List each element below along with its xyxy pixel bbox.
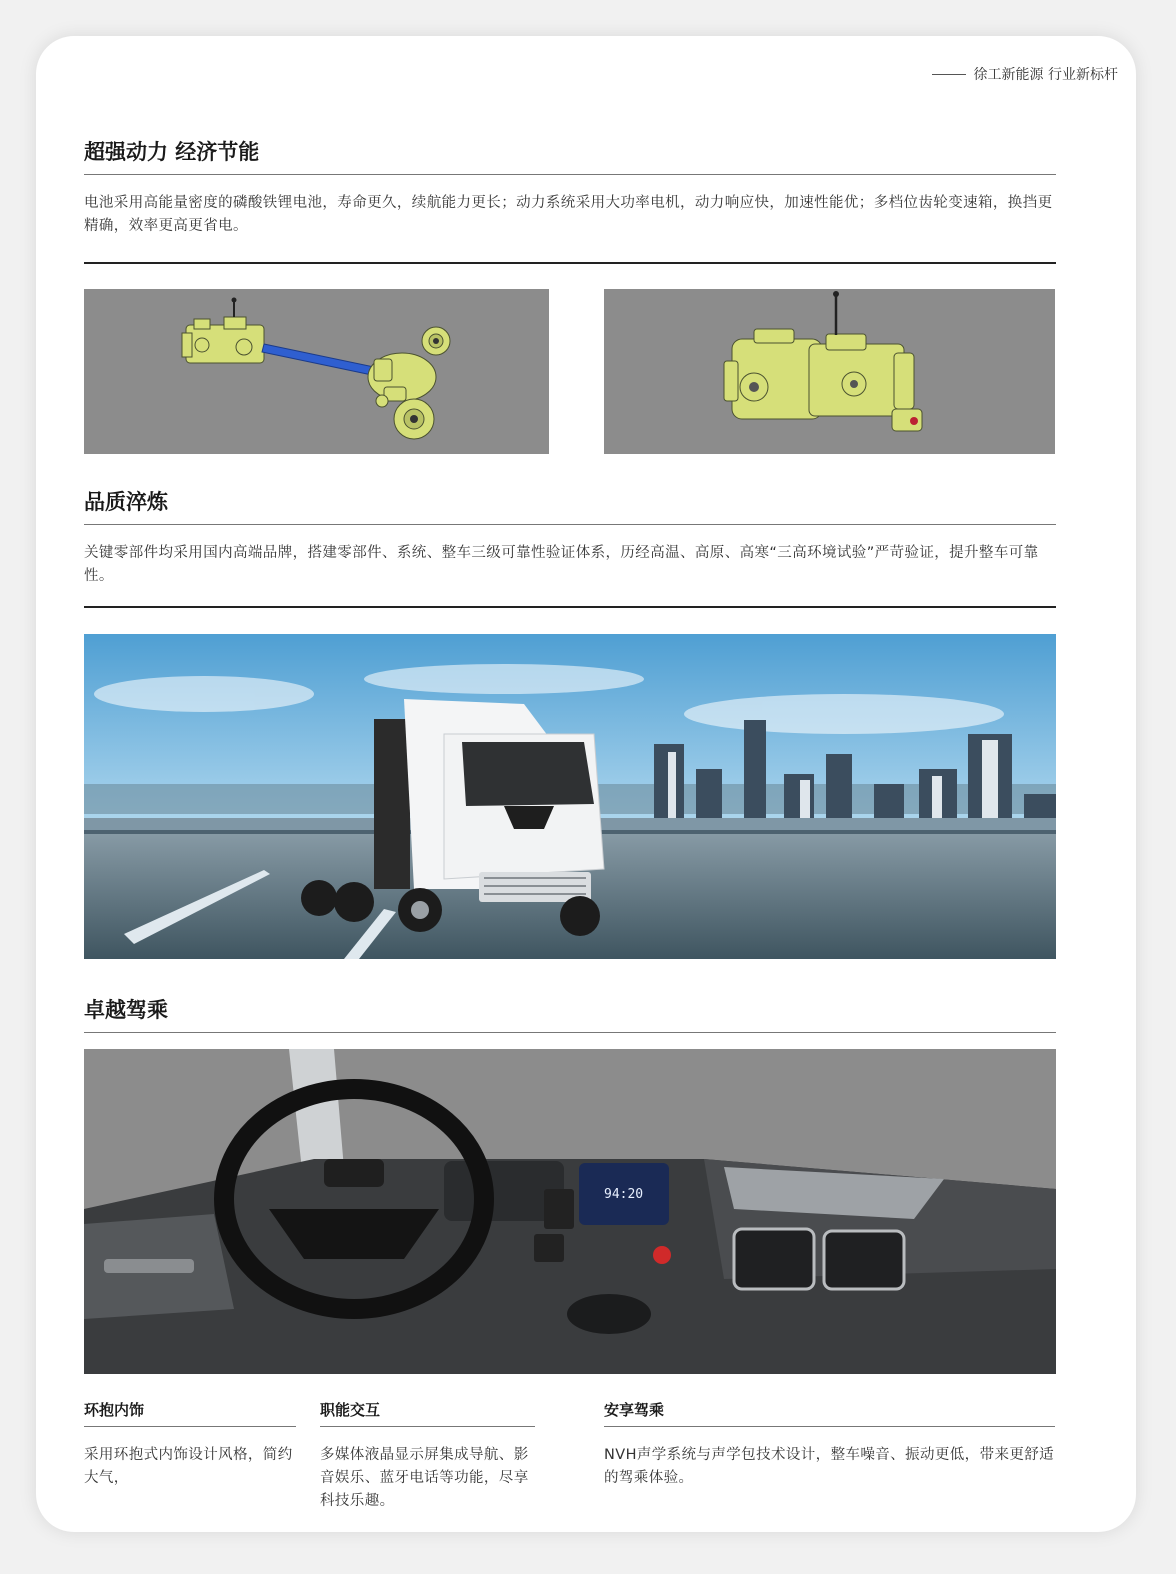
section-power-body: 电池采用高能量密度的磷酸铁锂电池，寿命更久，续航能力更长；动力系统采用大功率电机，动力响应快，加速性能优；多档位齿轮变速箱，换挡更精确，效率更高更省电。 bbox=[84, 195, 1053, 234]
section-power-rule bbox=[84, 174, 1056, 175]
feature-1-body: 采用环抱式内饰设计风格，简约大气， bbox=[84, 1447, 293, 1486]
cockpit-photo bbox=[84, 1049, 1056, 1374]
section-quality-body: 关键零部件均采用国内高端品牌，搭建零部件、系统、整车三级可靠性验证体系，历经高温、高原、高寒“三高环境试验”严苛验证，提升整车可靠性。 bbox=[84, 545, 1039, 584]
feature-3-rule bbox=[604, 1426, 1055, 1427]
feature-1-title: 环抱内饰 bbox=[84, 1401, 145, 1419]
section-ride-rule bbox=[84, 1032, 1056, 1033]
header-tagline bbox=[932, 64, 1118, 84]
drivetrain-render bbox=[84, 289, 549, 454]
section-ride-title: 卓越驾乘 bbox=[84, 998, 168, 1022]
brochure-page bbox=[36, 36, 1136, 1532]
tagline-dash bbox=[932, 74, 966, 75]
section-power-title: 超强动力 经济节能 bbox=[84, 140, 260, 164]
dashboard-screen-readout: 94:20 bbox=[604, 1187, 644, 1202]
section-quality-bottom-rule bbox=[84, 606, 1056, 608]
feature-3-body: NVH声学系统与声学包技术设计，整车噪音、振动更低，带来更舒适的驾乘体验。 bbox=[604, 1447, 1055, 1486]
feature-2-body: 多媒体液晶显示屏集成导航、影音娱乐、蓝牙电话等功能，尽享科技乐趣。 bbox=[320, 1447, 529, 1509]
tagline-text: 徐工新能源 行业新标杆 bbox=[973, 67, 1118, 83]
feature-2-title: 职能交互 bbox=[320, 1401, 381, 1419]
section-quality-title: 品质淬炼 bbox=[84, 490, 168, 514]
truck-city-photo bbox=[84, 634, 1056, 959]
section-quality-rule bbox=[84, 524, 1056, 525]
section-power-bottom-rule bbox=[84, 262, 1056, 264]
feature-3-title: 安享驾乘 bbox=[604, 1401, 665, 1419]
feature-1-rule bbox=[84, 1426, 296, 1427]
feature-2-rule bbox=[320, 1426, 535, 1427]
gearbox-render bbox=[604, 289, 1055, 454]
